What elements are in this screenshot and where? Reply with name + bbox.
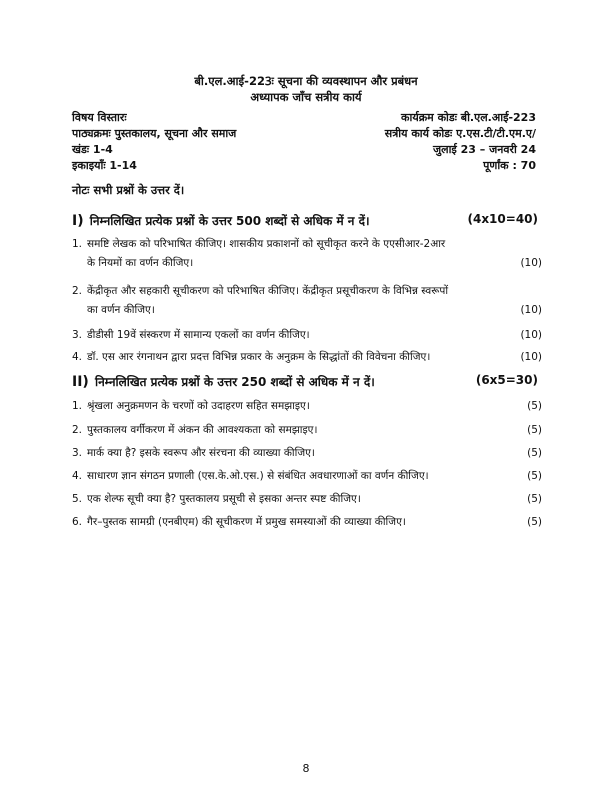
section-instruction: निम्नलिखित प्रत्येक प्रश्नों के उत्तर 500 शब्दों से अधिक में न दें। <box>89 214 370 228</box>
section-marks: (4x10=40) <box>467 212 538 226</box>
instruction-note: नोटः सभी प्रश्नों के उत्तर दें। <box>72 183 185 197</box>
meta-programme-code: कार्यक्रम कोडः बी.एल.आई-223 <box>401 111 536 124</box>
question-number: 6. <box>72 516 83 528</box>
question-number: 4. <box>72 470 83 482</box>
question-text: केंद्रीकृत और सहकारी सूचीकरण को परिभाषित कीजिए। केंद्रीकृत प्रसूचीकरण के विभिन्न स्वरूपों <box>87 285 449 297</box>
question-number: 3. <box>72 329 83 341</box>
section-heading-text <box>72 212 370 229</box>
question-text: पुस्तकालय वर्गीकरण में अंकन की आवश्यकता को समझाइए। <box>87 424 318 436</box>
course-title: बी.एल.आई-223ः सूचना की व्यवस्थापन और प्रबंधन <box>194 74 418 88</box>
question-text: श्रृंखला अनुक्रमणन के चरणों को उदाहरण सहित समझाइए। <box>87 400 310 412</box>
meta-block: खंडः 1-4 <box>72 143 113 156</box>
question-number: 5. <box>72 493 83 505</box>
section-instruction: निम्नलिखित प्रत्येक प्रश्नों के उत्तर 250 शब्दों से अधिक में न दें। <box>95 375 375 389</box>
meta-session: जुलाई 23 – जनवरी 24 <box>432 143 536 156</box>
question-text: साधारण ज्ञान संगठन प्रणाली (एस.के.ओ.एस.) से संबंधित अवधारणाओं का वर्णन कीजिए। <box>87 470 429 482</box>
section-heading <box>72 212 538 229</box>
question-marks: (10) <box>520 329 542 341</box>
question-item <box>72 397 542 416</box>
question-marks: (5) <box>527 493 542 505</box>
question-item <box>72 326 542 345</box>
meta-course: पाठ्यक्रमः पुस्तकालय, सूचना और समाज <box>72 127 237 140</box>
question-number: 1. <box>72 238 83 250</box>
question-number: 2. <box>72 285 83 297</box>
question-text: एक शेल्फ सूची क्या है? पुस्तकालय प्रसूची से इसका अन्तर स्पष्ट कीजिए। <box>87 493 361 505</box>
question-item <box>72 235 542 273</box>
question-item <box>72 513 542 532</box>
question-marks: (10) <box>520 304 542 316</box>
question-text: डॉ. एस आर रंगनाथन द्वारा प्रदत्त विभिन्न प्रकार के अनुक्रम के सिद्धांतों की विवेचना कीजिए। <box>87 351 431 363</box>
question-text-continued: के नियमों का वर्णन कीजिए। <box>87 257 194 269</box>
section-heading <box>72 373 538 390</box>
meta-units: इकाइयाँः 1-14 <box>72 159 137 172</box>
question-text-continued: का वर्णन कीजिए। <box>87 304 155 316</box>
question-text: समष्टि लेखक को परिभाषित कीजिए। शासकीय प्रकाशनों को सूचीकृत करने के एएसीआर-2आर <box>87 238 446 250</box>
section-marks: (6x5=30) <box>475 373 538 387</box>
question-item <box>72 421 542 440</box>
question-item <box>72 444 542 463</box>
assignment-title: अध्यापक जाँच सत्रीय कार्य <box>250 90 362 104</box>
section-numeral: II) <box>72 374 89 390</box>
question-marks: (5) <box>527 447 542 459</box>
page-number: 8 <box>302 762 310 775</box>
question-text: गैर–पुस्तक सामग्री (एनबीएम) की सूचीकरण में प्रमुख समस्याओं की व्याख्या कीजिए। <box>87 516 406 528</box>
question-item <box>72 282 542 320</box>
question-marks: (5) <box>527 424 542 436</box>
section-numeral: I) <box>72 213 84 229</box>
question-number: 4. <box>72 351 83 363</box>
question-text: डीडीसी 19वें संस्करण में सामान्य एकलों का वर्णन कीजिए। <box>87 329 310 341</box>
question-item <box>72 467 542 486</box>
question-number: 3. <box>72 447 83 459</box>
meta-assignment-code: सत्रीय कार्य कोडः ए.एस.टी/टी.एम.ए/ <box>384 127 536 140</box>
question-marks: (5) <box>527 400 542 412</box>
meta-max-marks: पूर्णांक : 70 <box>483 159 536 172</box>
question-marks: (10) <box>520 257 542 269</box>
question-number: 2. <box>72 424 83 436</box>
question-number: 1. <box>72 400 83 412</box>
question-marks: (5) <box>527 470 542 482</box>
meta-subject: विषय विस्तारः <box>72 111 127 124</box>
question-text: मार्क क्या है? इसके स्वरूप और संरचना की व्याख्या कीजिए। <box>87 447 315 459</box>
question-marks: (10) <box>520 351 542 363</box>
question-item <box>72 490 542 509</box>
section-heading-text <box>72 373 375 390</box>
question-item <box>72 348 542 367</box>
question-marks: (5) <box>527 516 542 528</box>
